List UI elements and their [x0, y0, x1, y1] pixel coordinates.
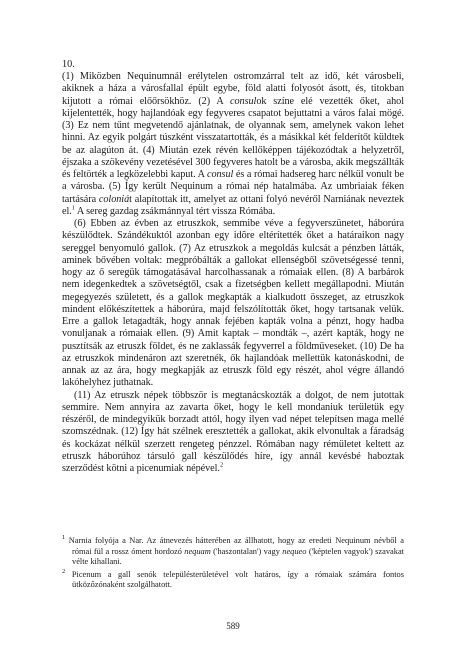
text-run: A sereg gazdag zsákmánnyal tért vissza Rómába. — [74, 205, 276, 217]
italic-text: nequeo — [282, 546, 307, 556]
text-run: Picenum a gall senók településterületével volt határos, így a rómaiak számára fontos ütközőzónaként szolgálhatott. — [65, 569, 404, 590]
text-run: (6) Ebben az évben az etruszkok, semmibe véve a fegyverszünetet, háborúra készülődtek. Szándékuktól azonban egy idõre eltérítették őket a határaikon nagy sereggel benyomuló gallok. (7) Az etruszkok a megoldás kulcsát a pénzben látták, aminek bővében voltak: megpróbálták a gallokat ellenségből szövetségessé tenni, hogy az ő seregük támogatásával harcolhassanak a rómaiak ellen. (8) A barbárok nem idegenkedtek a szövetségtől, csak a fizetségben kellett megállapodni. Miután megegyezés született, és a gallok megkapták a kialkudott összeget, az etruszkok mindent előkészítettek a háborúra, majd felszólították őket, hogy tartsanak velük. Erre a gallok letagadták, hogy annak fejében kapták volna a pénzt, hogy hadba vonuljanak a rómaiak ellen. (9) Amit kaptak – mondták –, azért kapták, hogy ne pusztítsák az etruszk földet, és ne zaklassák fegyverrel a földműveseket. (10) De ha az etruszkok mindenáron azt szeretnék, ők hajlandóak mellettük katonáskodni, de annak az az ára, hogy megkapják az etruszk föld egy részét, ahol végre állandó lakóhelyhez juthatnak. — [62, 218, 404, 389]
paragraph — [62, 218, 404, 390]
text-run: ('haszontalan') vagy — [210, 546, 283, 556]
paragraph — [62, 390, 404, 476]
text-run: t alapítottak itt, amelyet az ottani folyó nevéről Narniának neveztek el. — [62, 193, 404, 217]
footnote-marker: 2 — [62, 567, 66, 575]
text-run: és a római hadsereg harc nélkül vonult be a városba. (5) Így került Nequinum a római nép hatalmába. Az umbriaiak féken tartására — [62, 169, 404, 205]
italic-text: nequam — [184, 546, 211, 556]
chapter-number: 10. — [62, 59, 75, 70]
italic-text: consul — [207, 169, 234, 180]
italic-text: consul — [230, 95, 257, 107]
text-run: ok színe elé vezették őket, ahol kijelentették, hogy hajlandóak egy fegyveres csapatot bejuttatni a város falai mögé. (3) Ez nem tűnt megvetendő ajánlatnak, de olyannak sem, amelynek vakon lehet hinni. Az egyik polgárt túszként visszatartották, és a másikkal két felderítőt küldtek be az alagúton át. (4) Miután ezek révén kellőképpen tájékozódtak a helyzetről, éjszaka a szökevény vezetésével 300 fegyveres hatolt be a városba, akik megszállták és feltörték a legközelebbi kaput. A — [62, 95, 404, 180]
footnotes — [62, 536, 404, 593]
page-number: 589 — [226, 621, 240, 631]
footnote — [62, 536, 404, 568]
text-run: (11) Az etruszk népek többször is megtanácskozták a dolgot, de nem jutottak semmire. Nem annyira az zavarta őket, hogy le kell mondaniuk területük egy részéről, de mindegyikük borzadt attól, hogy ilyen vad népet telepítsen maga mellé szomszédnak. (12) Így hát szélnek eresztették a gallokat, akik elvonultak a fáradság és kockázat nélkül szerzett rengeteg pénzzel. Rómában nagy rémületet keltett az etruszk háborúhoz társuló gall készülődés híre, így annál kevésbé haboztak szerződést kötni a picenumiak népével. — [62, 389, 404, 474]
text-run: Narnia folyója a Nar. Az átnevezés hátterében az állhatott, hogy az eredeti Nequinum névből a római fül a rossz óment hordozó — [65, 536, 404, 556]
text-run: (1) Miközben Nequinumnál erélytelen ostromzárral telt az idő, két városbeli, akiknek a háza a városfallal épült egybe, föld alatti folyosót ásott, és, titokban kijutott a római előőrsökhöz. (2) A — [62, 71, 404, 107]
footnote-marker: 2 — [219, 461, 224, 469]
main-text — [62, 71, 404, 475]
footnote-marker: 1 — [71, 204, 75, 212]
footnote — [62, 567, 404, 591]
text-run: ('képtelen vagyok') szavakat vélte kihallani. — [72, 546, 404, 567]
footnote-marker: 1 — [62, 534, 66, 542]
italic-text: coloniá — [98, 193, 130, 205]
paragraph — [62, 71, 404, 218]
